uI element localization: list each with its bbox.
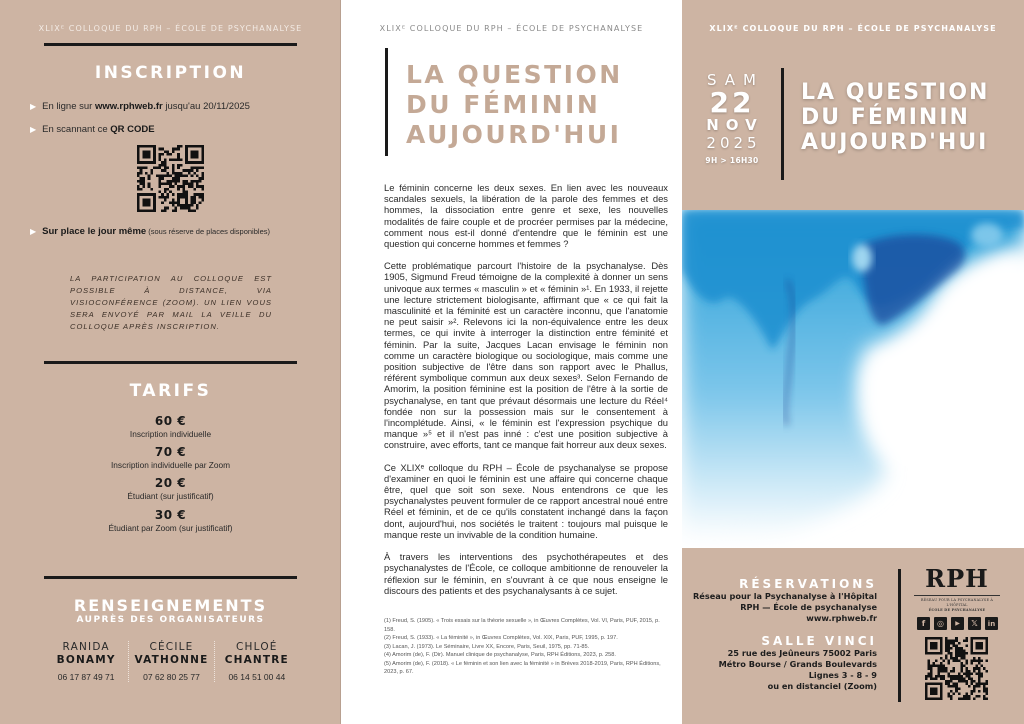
divider <box>898 569 901 702</box>
footnote: (4) Amorim (de), F. (Dir). Manuel clinique de psychanalyse, Paris, RPH Éditions, 2023, p. 258. <box>384 652 616 658</box>
tarif-item: 60 € Inscription individuelle <box>129 414 212 439</box>
reservations-heading: RÉSERVATIONS <box>739 577 877 591</box>
divider <box>44 576 297 579</box>
qr-code-icon[interactable] <box>137 145 204 212</box>
contact-card: CÉCILE VATHONNE 07 62 80 25 77 <box>128 641 213 682</box>
contact-card: CHLOÉ CHANTRE 06 14 51 00 44 <box>214 641 299 682</box>
phone-number[interactable]: 07 62 80 25 77 <box>143 672 200 682</box>
title-accent-bar <box>781 68 784 180</box>
website-link[interactable]: www.rphweb.fr <box>806 613 877 623</box>
footnote: (1) Freud, S. (1905). « Trois essais sur la théorie sexuelle », in Œuvres Complètes, Vol. VI, Paris, PUF, 2015, p. 158. <box>384 618 660 633</box>
venue-heading: SALLE VINCI <box>761 634 877 648</box>
tarif-item: 30 € Étudiant par Zoom (sur justificatif) <box>108 508 233 533</box>
contacts <box>44 641 299 682</box>
rph-logo: RPH RÉSEAU POUR LA PSYCHANALYSE À L'HÔPITAL ÉCOLE DE PSYCHANALYSE <box>912 565 1002 613</box>
article-body <box>384 182 668 607</box>
qr-code-icon[interactable] <box>925 637 988 700</box>
linkedin-icon[interactable]: in <box>985 617 998 630</box>
event-date: SAM 22 NOV 2025 9H > 16H30 <box>705 71 764 165</box>
paragraph: Le féminin concerne les deux sexes. En lien avec les nouveaux scandales sexuels, la libération de la parole des femmes et des hommes, la dissociation entre genre et sexe, les nouvelles modalités de faire couple et de procréer permises par la médecine, comment nous est-il donné d'entendre que le féminin est une question qui concerne hommes et femmes ? <box>384 182 668 250</box>
contact-card: RANIDA BONAMY 06 17 87 49 71 <box>44 641 128 682</box>
phone-number[interactable]: 06 17 87 49 71 <box>57 672 115 682</box>
paragraph: Ce XLIXᵉ colloque du RPH – École de psychanalyse se propose d'examiner en quoi le féminin est une affaire qui concerne chaque être, quel que soit son sexe. Nous entendrons ce que les psychanalystes peuvent formuler de ce rapport ancestral noué entre Réel et féminin, et de ce qu'ils constatent inchangé dans la façon dont, aujourd'hui, nos sociétés le traitent : toujours mal puisque le manque reste un invivable de la condition humaine. <box>384 461 668 540</box>
remote-participation-note: LA PARTICIPATION AU COLLOQUE EST POSSIBLE À DISTANCE, VIA VISIOCONFÉRENCE (ZOOM). UN LIEN VOUS SERA ENVOYÉ PAR MAIL LA VEILLE DU COLLOQUE APRÈS INSCRIPTION. <box>70 274 272 331</box>
phone-number[interactable]: 06 14 51 00 44 <box>228 672 286 682</box>
footnote: (3) Lacan, J. (1973). Le Séminaire, Livre XX, Encore, Paris, Seuil, 1975, pp. 71-85. <box>384 643 590 650</box>
paragraph: À travers les interventions des psychothérapeutes et des psychanalystes de l'École, ce colloque ambitionne de renouveler la réflexion sur le féminin, en s'ouvrant à ce que nous enseigne le discours des patients et des psychanalysants à ce sujet. <box>384 551 668 596</box>
arrow-right-icon: ▶ <box>30 125 37 134</box>
arrow-right-icon: ▶ <box>30 102 37 111</box>
watercolor-image <box>682 210 1024 548</box>
renseignements-subtitle: AUPRÈS DES ORGANISATEURS <box>76 615 265 625</box>
cover-title: LA QUESTION DU FÉMININ AUJOURD'HUI <box>801 80 990 155</box>
venue-block: SALLE VINCI 25 rue des Jeûneurs 75002 Paris Métro Bourse / Grands Boulevards Lignes 3 - 8 - 9 ou en distanciel (Zoom) <box>718 634 877 691</box>
inscription-heading: INSCRIPTION <box>94 63 247 83</box>
tarif-item: 20 € Étudiant (sur justificatif) <box>127 476 214 501</box>
website-link[interactable]: www.rphweb.fr <box>94 101 163 112</box>
tarifs-heading: TARIFS <box>129 381 212 401</box>
renseignements-heading: RENSEIGNEMENTS <box>73 596 268 615</box>
inscription-online: ▶ En ligne sur www.rphweb.fr jusqu'au 20/11/2025 <box>30 101 250 112</box>
inscription-onsite: ▶ Sur place le jour même (sous réserve de places disponibles) <box>30 226 270 237</box>
colloquium-kicker: XLIXᴱ COLLOQUE DU RPH – ÉCOLE DE PSYCHANALYSE <box>709 24 997 33</box>
facebook-icon[interactable]: f <box>917 617 930 630</box>
footnote: (5) Amorim (de), F. (2018). « Le féminin et son lien avec la féminité » in Brèves 2018-2019, Paris, RPH Éditions, 2023, p. 67. <box>384 660 661 675</box>
footnote: (2) Freud, S. (1933). « La féminité », in Œuvres Complètes, Vol. XIX, Paris, PUF, 1995, p. 197. <box>384 635 618 641</box>
x-icon[interactable]: 𝕏 <box>968 617 981 630</box>
title-accent-bar <box>385 48 388 156</box>
instagram-icon[interactable]: ◎ <box>934 617 947 630</box>
youtube-icon[interactable]: ▶ <box>951 617 964 630</box>
footnotes <box>384 617 668 677</box>
social-links <box>917 617 998 630</box>
reservations-block: RÉSERVATIONS Réseau pour la Psychanalyse à l'Hôpital RPH — École de psychanalyse www.rphweb.fr <box>693 577 877 623</box>
tarif-item: 70 € Inscription individuelle par Zoom <box>111 445 230 470</box>
divider <box>44 361 297 364</box>
arrow-right-icon: ▶ <box>30 227 37 236</box>
main-title: LA QUESTION DU FÉMININ AUJOURD'HUI <box>406 60 623 149</box>
colloquium-kicker: XLIXᴱ COLLOQUE DU RPH – ÉCOLE DE PSYCHANALYSE <box>38 24 303 33</box>
paragraph: Cette problématique parcourt l'histoire de la psychanalyse. Dès 1905, Sigmund Freud témoigne de la complexité à donner un sens univoque aux termes « masculin » et « féminin »¹. En 1933, il rejette une lecture strictement biologisante, affirmant que « ce qui fait la masculinité et la féminité est un caractère inconnu, que l'anatomie ne peut saisir »². Relevons ici la non-équivalence entre les deux termes, ce qui invite à interroger la distinction entre féminité et féminin. Par la suite, Jacques Lacan envisage le féminin non comme un caractère biologique ou sociologique, mais comme une position subjective de l'être dans son rapport avec le Phallus, référent symbolique commun aux deux sexes³. Selon Fernando de Amorim, la position féminine est la position de l'être à la sortie de psychanalyse, en tant que prévaut désormais une lecture du Réel⁴ fondée non sur la possession mais sur le consentement à l'incomplétude. Ainsi, « le féminin est l'expression psychique du manque »⁵ et il n'est pas inné : c'est une position subjective à construire, avec efforts, tant ce manque fait horreur aux deux sexes. <box>384 260 668 451</box>
divider <box>44 43 297 46</box>
inscription-scan: ▶ En scannant ce QR CODE <box>30 124 155 135</box>
colloquium-kicker: XLIXᴱ COLLOQUE DU RPH – ÉCOLE DE PSYCHANALYSE <box>379 24 644 33</box>
left-panel <box>0 0 341 724</box>
